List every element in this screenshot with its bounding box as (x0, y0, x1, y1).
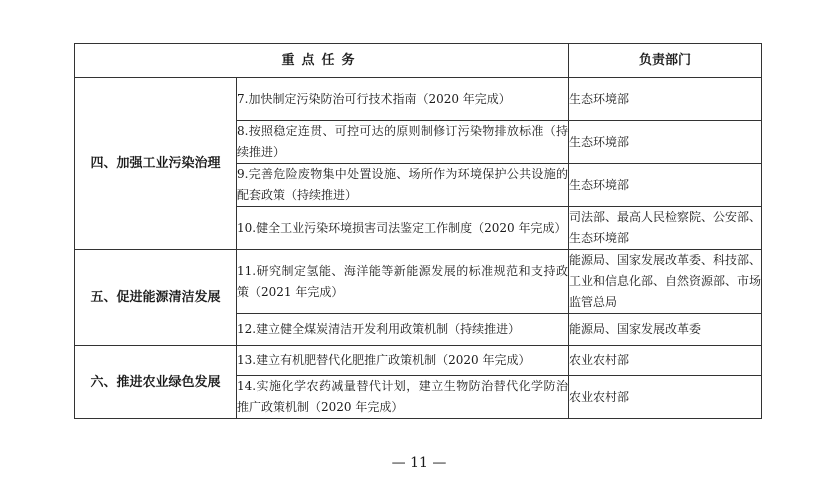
header-tasks: 重点任务 (75, 44, 569, 78)
task-cell: 10.健全工业污染环境损害司法鉴定工作制度（2020 年完成） (237, 207, 569, 250)
department-cell: 农业农村部 (569, 346, 762, 376)
page-number: — 11 — (391, 455, 447, 471)
table-row (75, 346, 762, 376)
department-cell: 司法部、最高人民检察院、公安部、生态环境部 (569, 207, 762, 250)
department-cell: 生态环境部 (569, 78, 762, 121)
section-title: 六、推进农业绿色发展 (75, 346, 237, 419)
task-cell: 8.按照稳定连贯、可控可达的原则制修订污染物排放标准（持续推进） (237, 121, 569, 164)
task-cell: 9.完善危险废物集中处置设施、场所作为环境保护公共设施的配套政策（持续推进） (237, 164, 569, 207)
department-cell: 生态环境部 (569, 164, 762, 207)
task-table (74, 43, 762, 419)
table-header-row (75, 44, 762, 78)
section-title: 五、促进能源清洁发展 (75, 250, 237, 346)
department-cell: 能源局、国家发展改革委、科技部、工业和信息化部、自然资源部、市场监管总局 (569, 250, 762, 314)
section-title: 四、加强工业污染治理 (75, 78, 237, 250)
task-cell: 12.建立健全煤炭清洁开发利用政策机制（持续推进） (237, 314, 569, 346)
task-cell: 14.实施化学农药减量替代计划，建立生物防治替代化学防治推广政策机制（2020 年完成） (237, 376, 569, 419)
task-cell: 13.建立有机肥替代化肥推广政策机制（2020 年完成） (237, 346, 569, 376)
header-department: 负责部门 (569, 44, 762, 78)
task-cell: 11.研究制定氢能、海洋能等新能源发展的标准规范和支持政策（2021 年完成） (237, 250, 569, 314)
task-cell: 7.加快制定污染防治可行技术指南（2020 年完成） (237, 78, 569, 121)
department-cell: 农业农村部 (569, 376, 762, 419)
table-row (75, 78, 762, 121)
department-cell: 生态环境部 (569, 121, 762, 164)
table-row (75, 250, 762, 314)
department-cell: 能源局、国家发展改革委 (569, 314, 762, 346)
